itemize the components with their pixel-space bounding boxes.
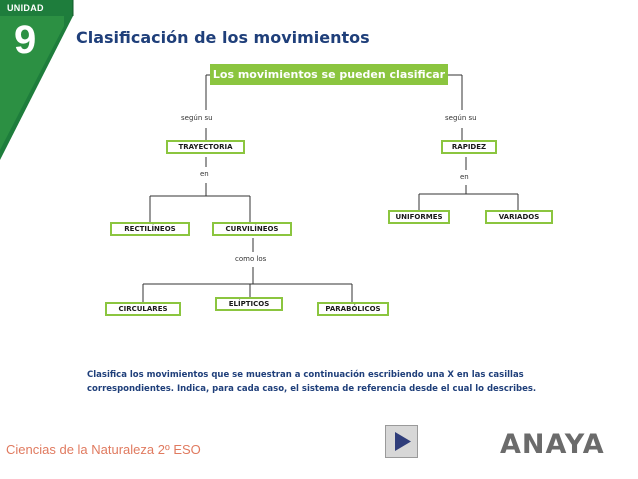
node-rapidez: RAPIDEZ <box>441 140 497 154</box>
node-trayectoria: TRAYECTORIA <box>166 140 245 154</box>
play-icon <box>386 426 417 457</box>
footer-subject: Ciencias de la Naturaleza 2º ESO <box>6 442 201 457</box>
node-variados: VARIADOS <box>485 210 553 224</box>
connector-en-left: en <box>200 170 209 178</box>
connector-segun-su-right: según su <box>445 114 477 122</box>
unit-number: 9 <box>14 18 37 62</box>
anaya-logo-mark <box>498 425 610 461</box>
node-curvilineos: CURVILÍNEOS <box>212 222 292 236</box>
next-button[interactable] <box>385 425 418 458</box>
node-uniformes: UNIFORMES <box>388 210 450 224</box>
instruction-text: Clasifica los movimientos que se muestran a continuación escribiendo una X en las casillas correspondientes. Indica, para cada caso, el sistema de referencia desde el cual lo describes. <box>87 370 537 394</box>
node-elipticos: ELÍPTICOS <box>215 297 283 311</box>
node-rectilineos: RECTILÍNEOS <box>110 222 190 236</box>
page-title: Clasificación de los movimientos <box>76 28 370 47</box>
node-parabolicos: PARABÓLICOS <box>317 302 389 316</box>
connector-como-los: como los <box>235 255 267 263</box>
anaya-logo <box>498 425 610 466</box>
connector-segun-su-left: según su <box>181 114 213 122</box>
svg-text:ANAYA: ANAYA <box>500 429 605 460</box>
node-circulares: CIRCULARES <box>105 302 181 316</box>
root-node: Los movimientos se pueden clasificar <box>210 64 448 85</box>
connector-en-right: en <box>460 173 469 181</box>
unit-label: UNIDAD <box>7 3 44 13</box>
